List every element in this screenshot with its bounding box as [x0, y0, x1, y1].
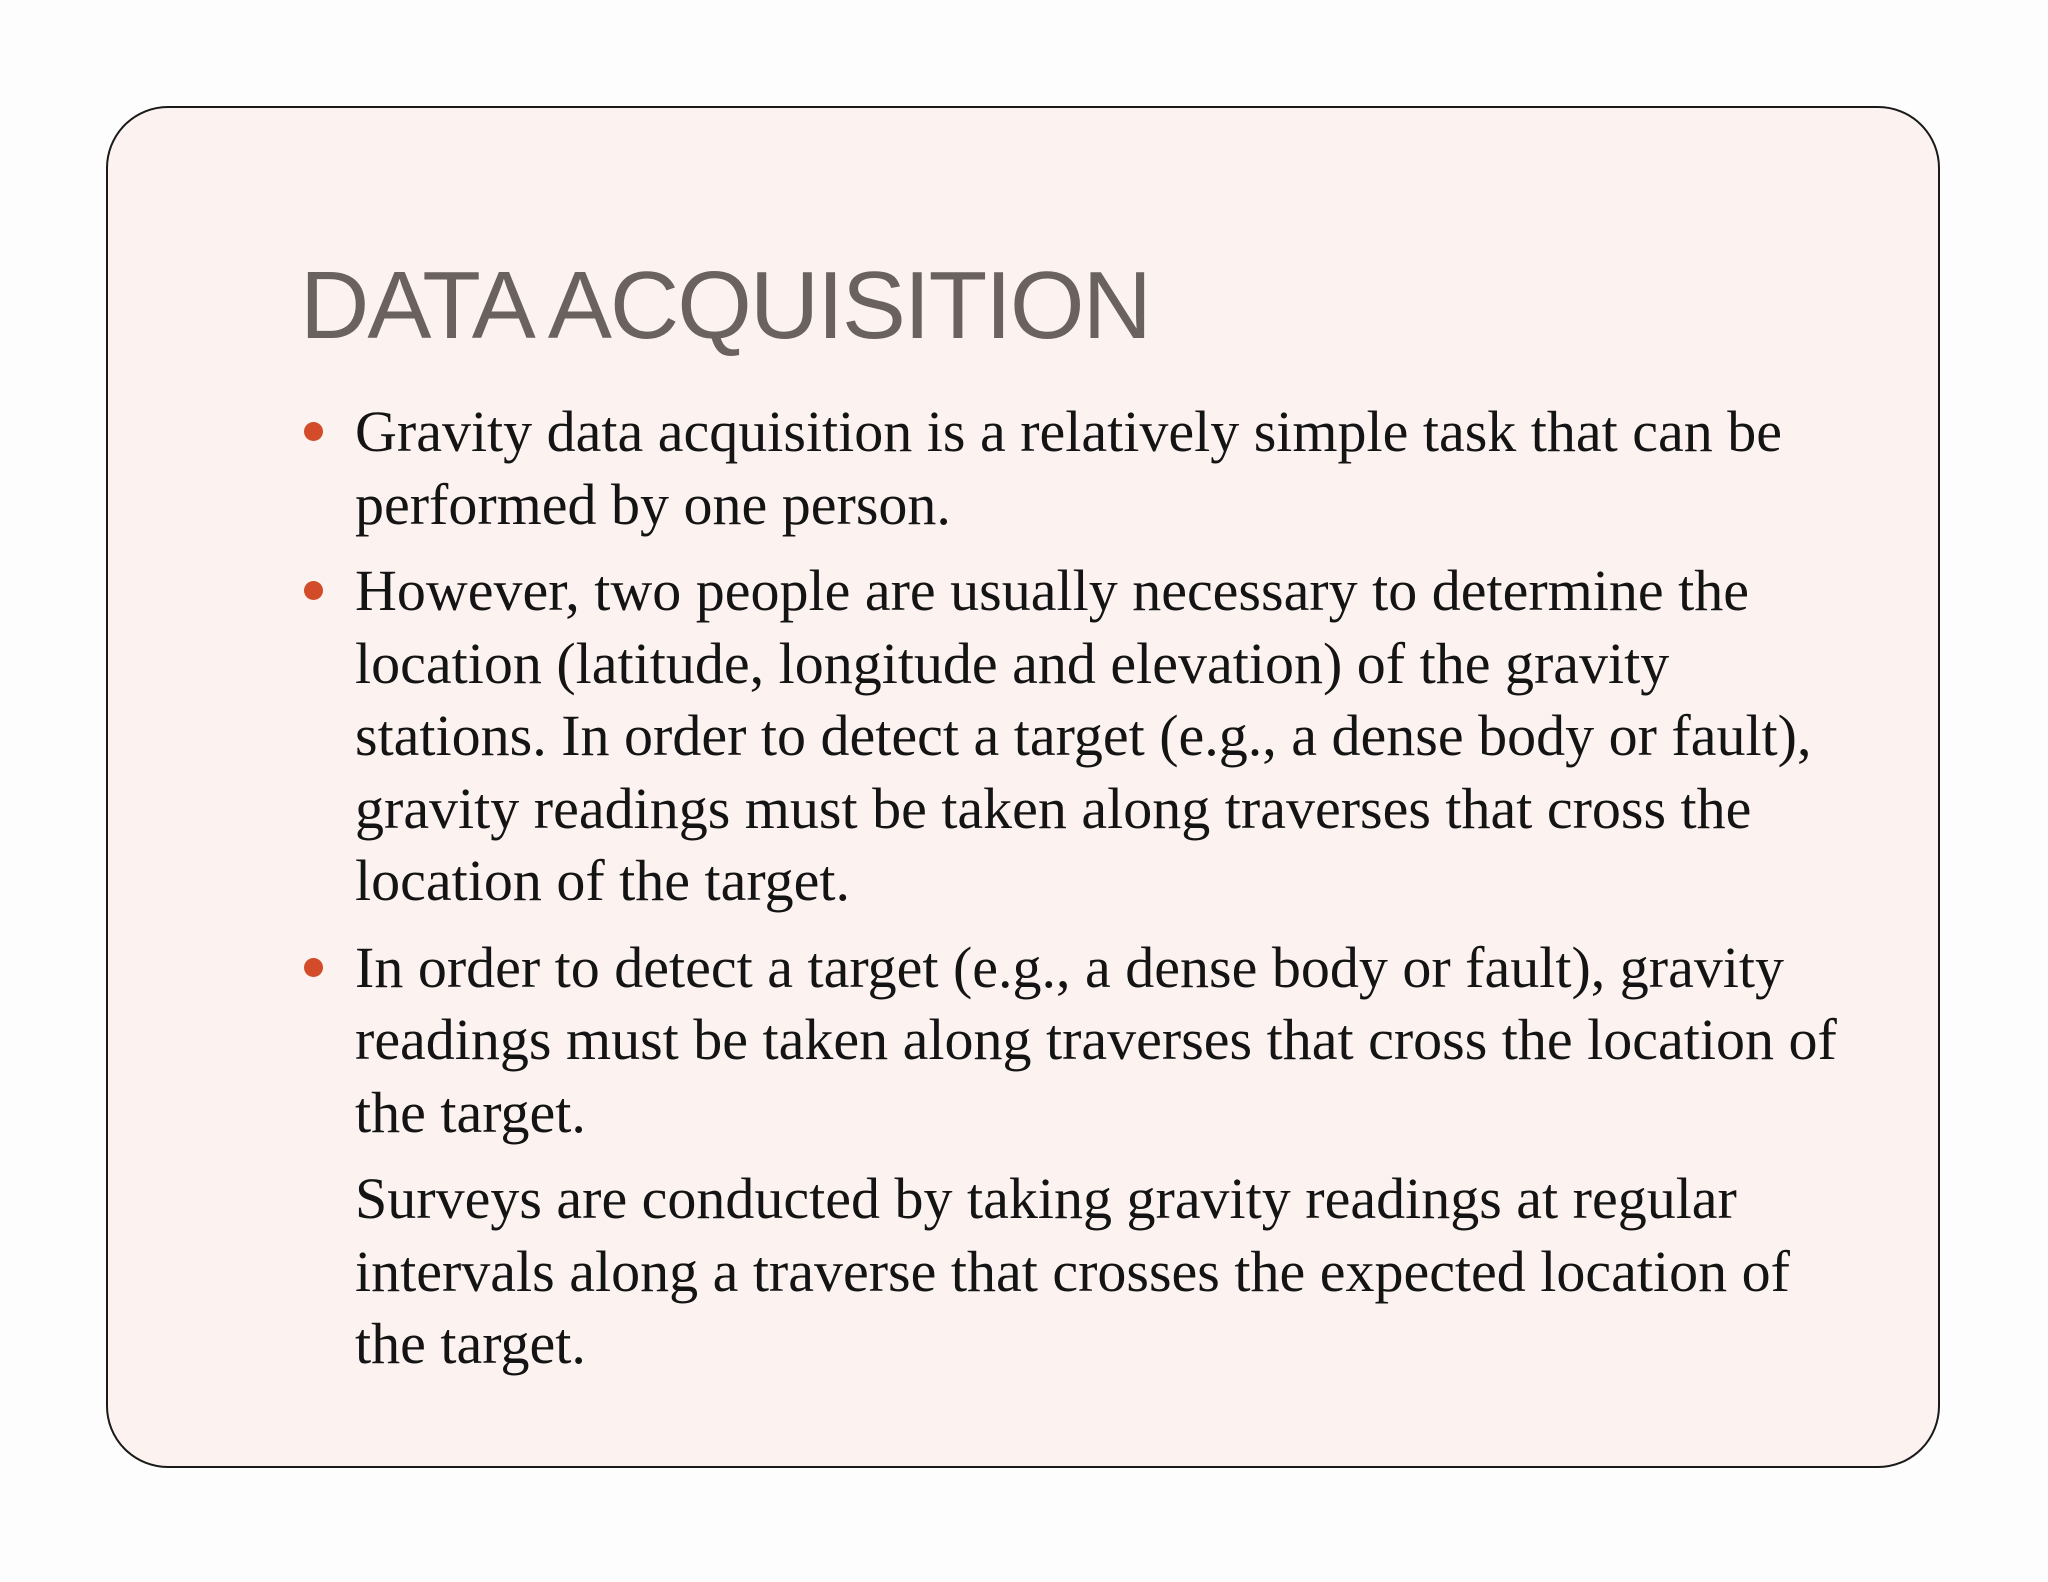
bullet-item: In order to detect a target (e.g., a dense body or fault), gravity readings must be taken along traverses that cross the location of the target. — [300, 932, 1860, 1150]
bullet-item: However, two people are usually necessary to determine the location (latitude, longitude and elevation) of the gravity stations. In order to detect a target (e.g., a dense body or fault), gravity readings must be taken along traverses that cross the location of the target. — [300, 555, 1860, 918]
bullet-item: Gravity data acquisition is a relatively simple task that can be performed by one person. — [300, 396, 1860, 541]
bullet-list — [300, 396, 1860, 1395]
slide-title: DATA ACQUISITION — [300, 252, 1150, 359]
bullet-continuation: Surveys are conducted by taking gravity readings at regular intervals along a traverse that crosses the expected location of the target. — [355, 1166, 1790, 1376]
